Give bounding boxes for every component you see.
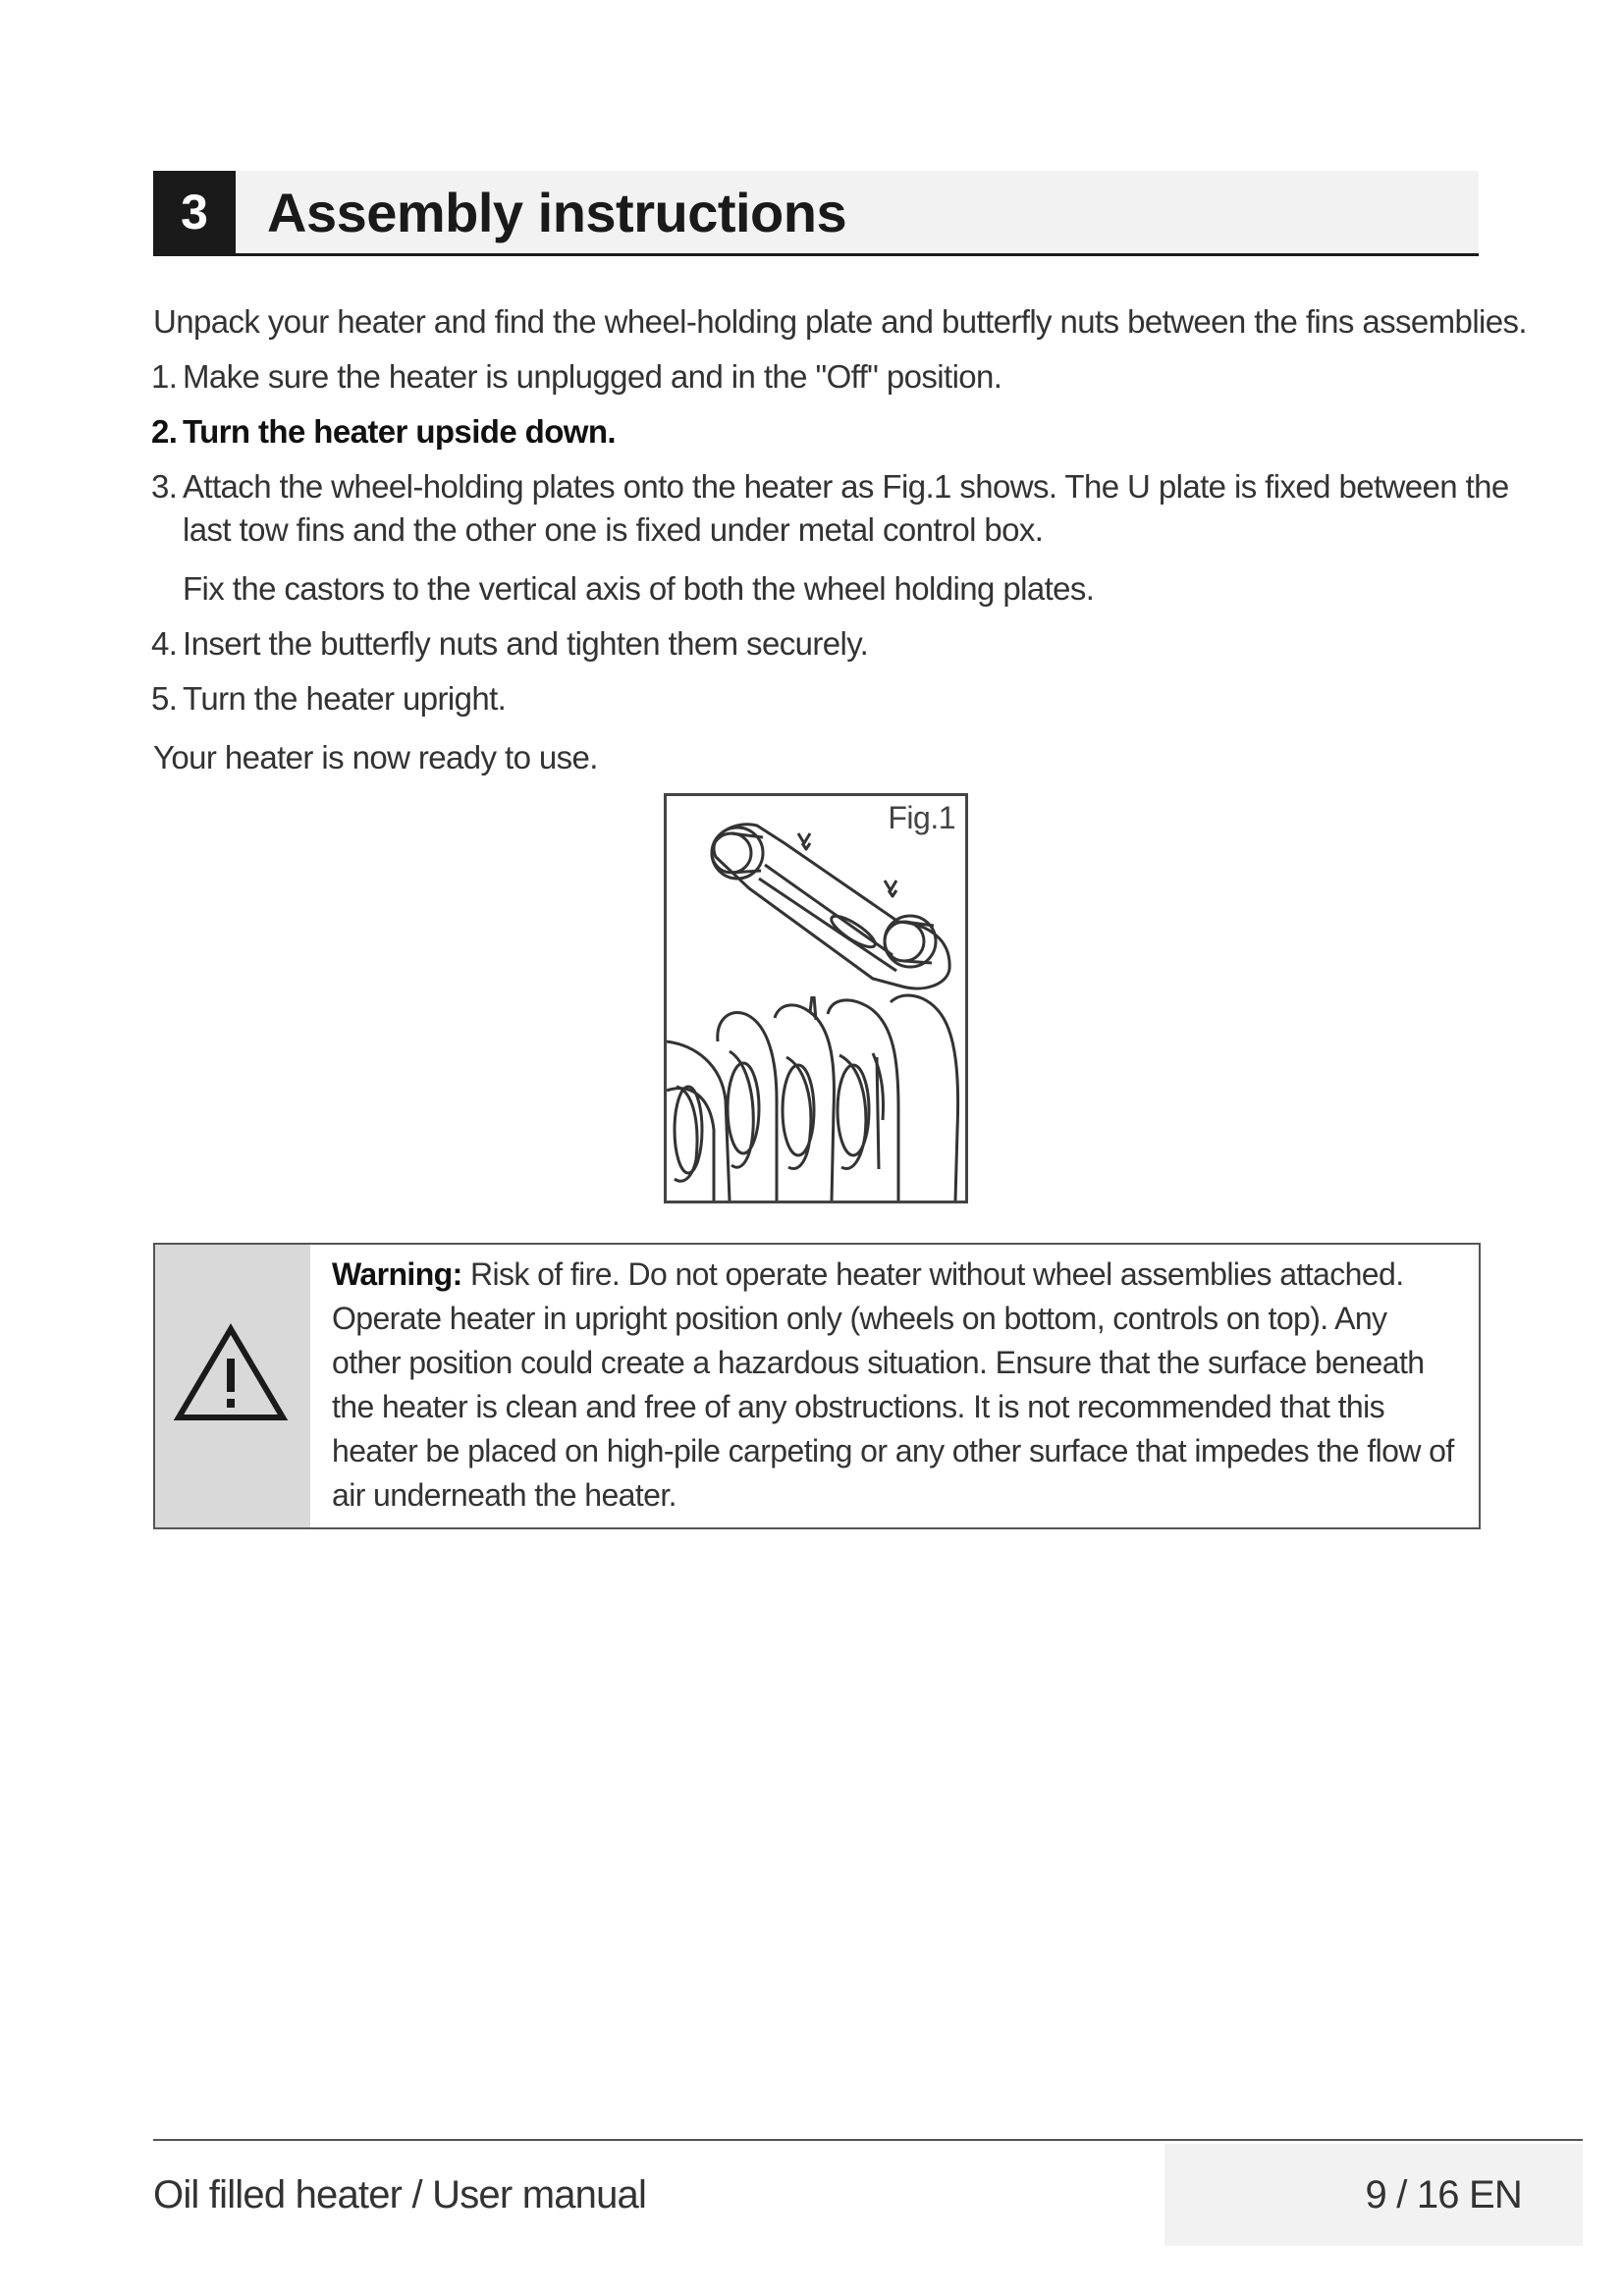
step-3-number: 3. bbox=[151, 468, 178, 505]
warning-box bbox=[153, 1243, 1481, 1529]
step-3-text-line-2: last tow fins and the other one is fixed under metal control box. bbox=[183, 511, 1044, 548]
step-2 bbox=[151, 410, 616, 454]
step-1-number: 1. bbox=[151, 358, 178, 395]
step-1 bbox=[151, 355, 1001, 399]
warning-label: Warning: bbox=[332, 1256, 462, 1292]
step-3 bbox=[151, 465, 1509, 508]
footer-divider bbox=[153, 2139, 1583, 2141]
wheel-plate-illustration bbox=[667, 796, 965, 1201]
step-5-text: Turn the heater upright. bbox=[183, 680, 507, 717]
step-3-text-line-1: Attach the wheel-holding plates onto the heater as Fig.1 shows. The U plate is fixed between the bbox=[183, 468, 1509, 505]
step-1-text: Make sure the heater is unplugged and in the "Off" position. bbox=[183, 358, 1002, 395]
castor-note: Fix the castors to the vertical axis of both the wheel holding plates. bbox=[183, 570, 1095, 607]
step-4 bbox=[151, 622, 868, 666]
figure-label: Fig.1 bbox=[888, 800, 955, 835]
section-title: Assembly instructions bbox=[267, 182, 847, 243]
step-5 bbox=[151, 677, 506, 721]
section-header bbox=[153, 171, 1479, 256]
warning-text bbox=[332, 1253, 1461, 1518]
intro-text: Unpack your heater and find the wheel-holding plate and butterfly nuts between the fins assemblies. bbox=[153, 303, 1527, 340]
footer-title: Oil filled heater / User manual bbox=[153, 2173, 647, 2216]
warning-triangle-icon bbox=[173, 1323, 289, 1425]
step-4-text: Insert the butterfly nuts and tighten them securely. bbox=[183, 625, 869, 662]
page-number: 9 / 16 EN bbox=[1365, 2173, 1522, 2216]
step-2-number: 2. bbox=[151, 413, 178, 450]
figure-1 bbox=[664, 793, 968, 1203]
warning-sidebar bbox=[155, 1245, 310, 1527]
section-number: 3 bbox=[153, 171, 236, 253]
step-4-number: 4. bbox=[151, 625, 178, 662]
outro-text: Your heater is now ready to use. bbox=[153, 739, 598, 775]
step-5-number: 5. bbox=[151, 680, 178, 717]
step-2-text: Turn the heater upside down. bbox=[183, 413, 616, 450]
warning-body: Risk of fire. Do not operate heater without wheel assemblies attached. Operate heater in upright position only (wheels on bottom, controls on top). Any other position could create a hazardous situation. Ensure that the surface beneath the heater is clean and free of any obstructions. It is not recommended that this heater be placed on high-pile carpeting or any other surface that impedes the flow of air underneath the heater. bbox=[332, 1256, 1454, 1513]
